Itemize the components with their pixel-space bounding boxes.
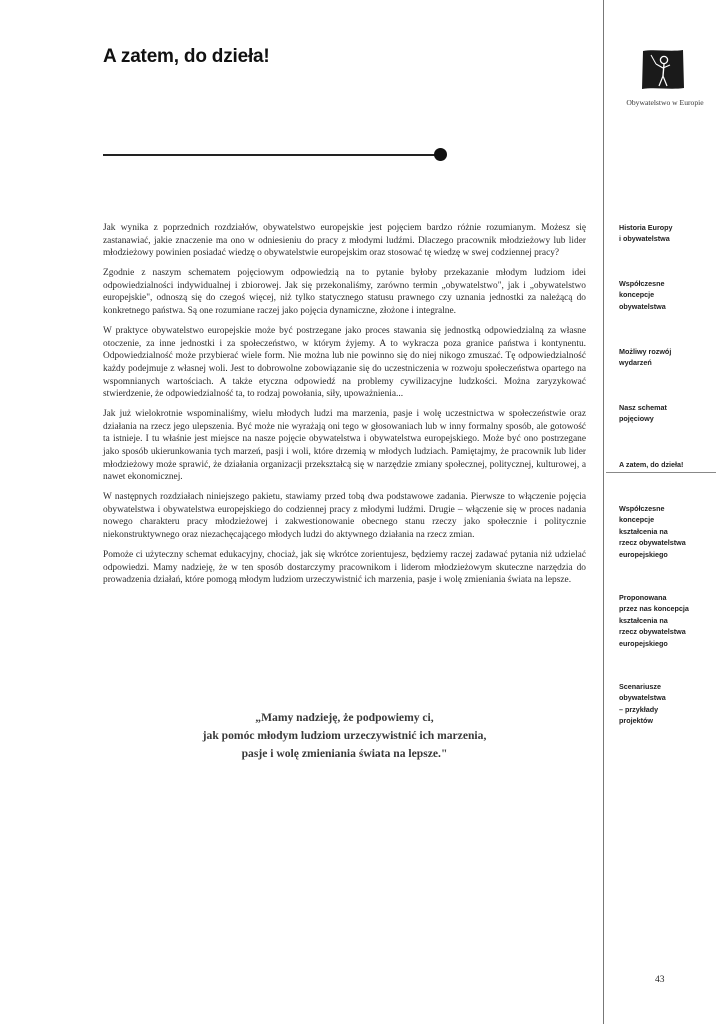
paragraph: Pomoże ci użyteczny schemat edukacyjny, chociaż, jak się wkrótce zorientujesz, będziemy raczej zadawać pytania niż udzielać odpowiedzi. Mamy nadzieję, że w ten sposób dostarczymy pracownikom i liderom młodzieżowym skuteczne narzędzia do prowadzenia działań, które pomogą młodym ludziom urzeczywistnić ich marzenia, pasje i wolę zmieniania świata na lepsze. bbox=[103, 550, 586, 586]
sidebar-item-label: koncepcje bbox=[619, 515, 655, 525]
paragraph: Zgodnie z naszym schematem pojęciowym odpowiedzią na to pytanie byłoby przekazanie młodym ludziom idei odpowiedzialności indywidualnej i zbiorowej. Jak się przekonaliśmy, zarówno termin „obywatelstwo", jak i „obywatelstwo europejskie", odnoszą się do czegoś więcej, niż tylko statycznego statusu prawnego czy uznania jednostki za należącą do konkretnego państwa. Są one rozumiane raczej jako pojęcia dynamiczne, złożone i integralne. bbox=[103, 268, 586, 317]
sidebar-item-label: projektów bbox=[619, 716, 653, 726]
sidebar-item-mozliwy-rozwoj[interactable] bbox=[619, 346, 715, 369]
quote-line: jak pomóc młodym ludziom urzeczywistnić ich marzenia, bbox=[202, 729, 487, 742]
page-title: A zatem, do dzieła! bbox=[103, 46, 270, 67]
sidebar-item-label: kształcenia na bbox=[619, 615, 668, 625]
sidebar-item-label: A zatem, do dzieła! bbox=[619, 460, 684, 469]
sidebar-item-label: pojęciowy bbox=[619, 414, 654, 424]
sidebar-item-label: obywatelstwa bbox=[619, 693, 666, 703]
sidebar-item-label: obywatelstwa bbox=[619, 301, 666, 311]
sidebar-item-scenariusze[interactable] bbox=[619, 681, 715, 727]
active-item-underline bbox=[606, 472, 716, 473]
title-underline bbox=[103, 154, 437, 156]
logo-caption: Obywatelstwo w Europie bbox=[626, 98, 704, 107]
sidebar-item-label: kształcenia na bbox=[619, 526, 668, 536]
sidebar-item-label: Nasz schemat bbox=[619, 403, 667, 412]
sidebar-item-label: przez nas koncepcja bbox=[619, 604, 689, 614]
sidebar-item-wspolczesne-koncepcje-ksztalcenia[interactable] bbox=[619, 503, 715, 560]
sidebar-item-label: wydarzeń bbox=[619, 358, 652, 368]
paragraph: W następnych rozdziałach niniejszego pakietu, stawiamy przed tobą dwa podstawowe zadania. Pierwsze to włączenie pojęcia obywatelstwa i obywatelstwa europejskiego do codziennej pracy z młodymi ludźmi. Drugie – włączenie się w proces nadania nowego charakteru pracy młodzieżowej i zakwestionowanie obecnego stanu rzeczy jako społecznie i politycznie niekonstruktywnego oraz niezachęcającego młodych ludzi do aktywnego działania na rzecz zmian. bbox=[103, 492, 586, 541]
sidebar-item-proponowana-koncepcja[interactable] bbox=[619, 592, 715, 649]
sidebar-item-label: i obywatelstwa bbox=[619, 234, 670, 244]
sidebar-item-nasz-schemat[interactable] bbox=[619, 402, 715, 425]
quote-line: pasje i wolę zmieniania świata na lepsze." bbox=[241, 747, 448, 760]
title-underline-dot bbox=[434, 148, 447, 161]
sidebar-item-a-zatem-do-dziela[interactable] bbox=[619, 459, 715, 470]
sidebar-item-wspolczesne-koncepcje-obywatelstwa[interactable] bbox=[619, 278, 715, 312]
paragraph: Jak już wielokrotnie wspominaliśmy, wielu młodych ludzi ma marzenia, pasje i wolę uczestnictwa w społeczeństwie oraz działania na rzecz jego ulepszenia. Być może nie wyrażają oni tego w głosowaniach lub w inny formalny sposób, ale gotowość ta istnieje. I tu właśnie jest miejsce na nasze pojęcie obywatelstwa i obywatelstwa europejskiego. Może być ono postrzegane jako sposób ukierunkowania tych marzeń, pasji i woli, które drzemią w młodych ludziach. Pamiętajmy, że pracownik lub lider młodzieżowy może sprawić, że działania organizacji przekształcą się w narzędzie zmiany społecznej, politycznej, kulturowej, a nawet ekonomicznej. bbox=[103, 409, 586, 483]
sidebar-item-label: europejskiego bbox=[619, 638, 668, 648]
main-text bbox=[103, 222, 586, 594]
sidebar-item-label: europejskiego bbox=[619, 549, 668, 559]
person-flag-logo-icon bbox=[640, 48, 686, 92]
sidebar-item-label: – przykłady bbox=[619, 704, 659, 714]
sidebar-item-label: rzecz obywatelstwa bbox=[619, 538, 686, 548]
paragraph: W praktyce obywatelstwo europejskie może być postrzegane jako proces stawania się jednostką odpowiedzialną za własne otoczenie, za inne jednostki i za społeczeństwo, w którym żyjemy. A to wykracza poza granice państwa i kontynentu. Odpowiedzialność może przybierać wiele form. Nie można lub nie powinno się do niej nikogo zmuszać. Tę odpowiedzialność każdy podejmuje z własnej woli. Jest to dobrowolne zobowiązanie się do uczestniczenia w rozwoju społeczeństwa opartego na wspomnianych wartościach. A także etyczna odpowiedź na problemy cywilizacyjne ludzkości. Można zaryzykować stwierdzenie, że odpowiedzialność ta, to rodzaj powołania, siły, upoważnienia... bbox=[103, 326, 586, 400]
sidebar-item-historia-europy[interactable] bbox=[619, 222, 715, 245]
sidebar-item-label: rzecz obywatelstwa bbox=[619, 627, 686, 637]
page-number: 43 bbox=[655, 975, 665, 985]
sidebar-divider bbox=[603, 0, 604, 1024]
sidebar-item-label: koncepcje bbox=[619, 290, 655, 300]
pull-quote bbox=[103, 709, 586, 763]
paragraph: Jak wynika z poprzednich rozdziałów, obywatelstwo europejskie jest pojęciem bardzo różnie rozumianym. Możesz się zastanawiać, jakie znaczenie ma ono w odniesieniu do pracy z młodymi ludźmi. Dlaczego pracownik młodzieżowy lub lider młodzieżowy powinien posiadać wiedzę o obywatelstwie europejskim oraz stosować tę wiedzę w swej codziennej pracy? bbox=[103, 223, 586, 259]
sidebar-item-label: Współczesne bbox=[619, 279, 665, 288]
sidebar-item-label: Współczesne bbox=[619, 504, 665, 513]
sidebar-item-label: Historia Europy bbox=[619, 223, 673, 232]
quote-line: „Mamy nadzieję, że podpowiemy ci, bbox=[255, 711, 434, 724]
sidebar-item-label: Proponowana bbox=[619, 593, 667, 602]
sidebar-item-label: Scenariusze bbox=[619, 682, 661, 691]
sidebar-item-label: Możliwy rozwój bbox=[619, 347, 672, 356]
